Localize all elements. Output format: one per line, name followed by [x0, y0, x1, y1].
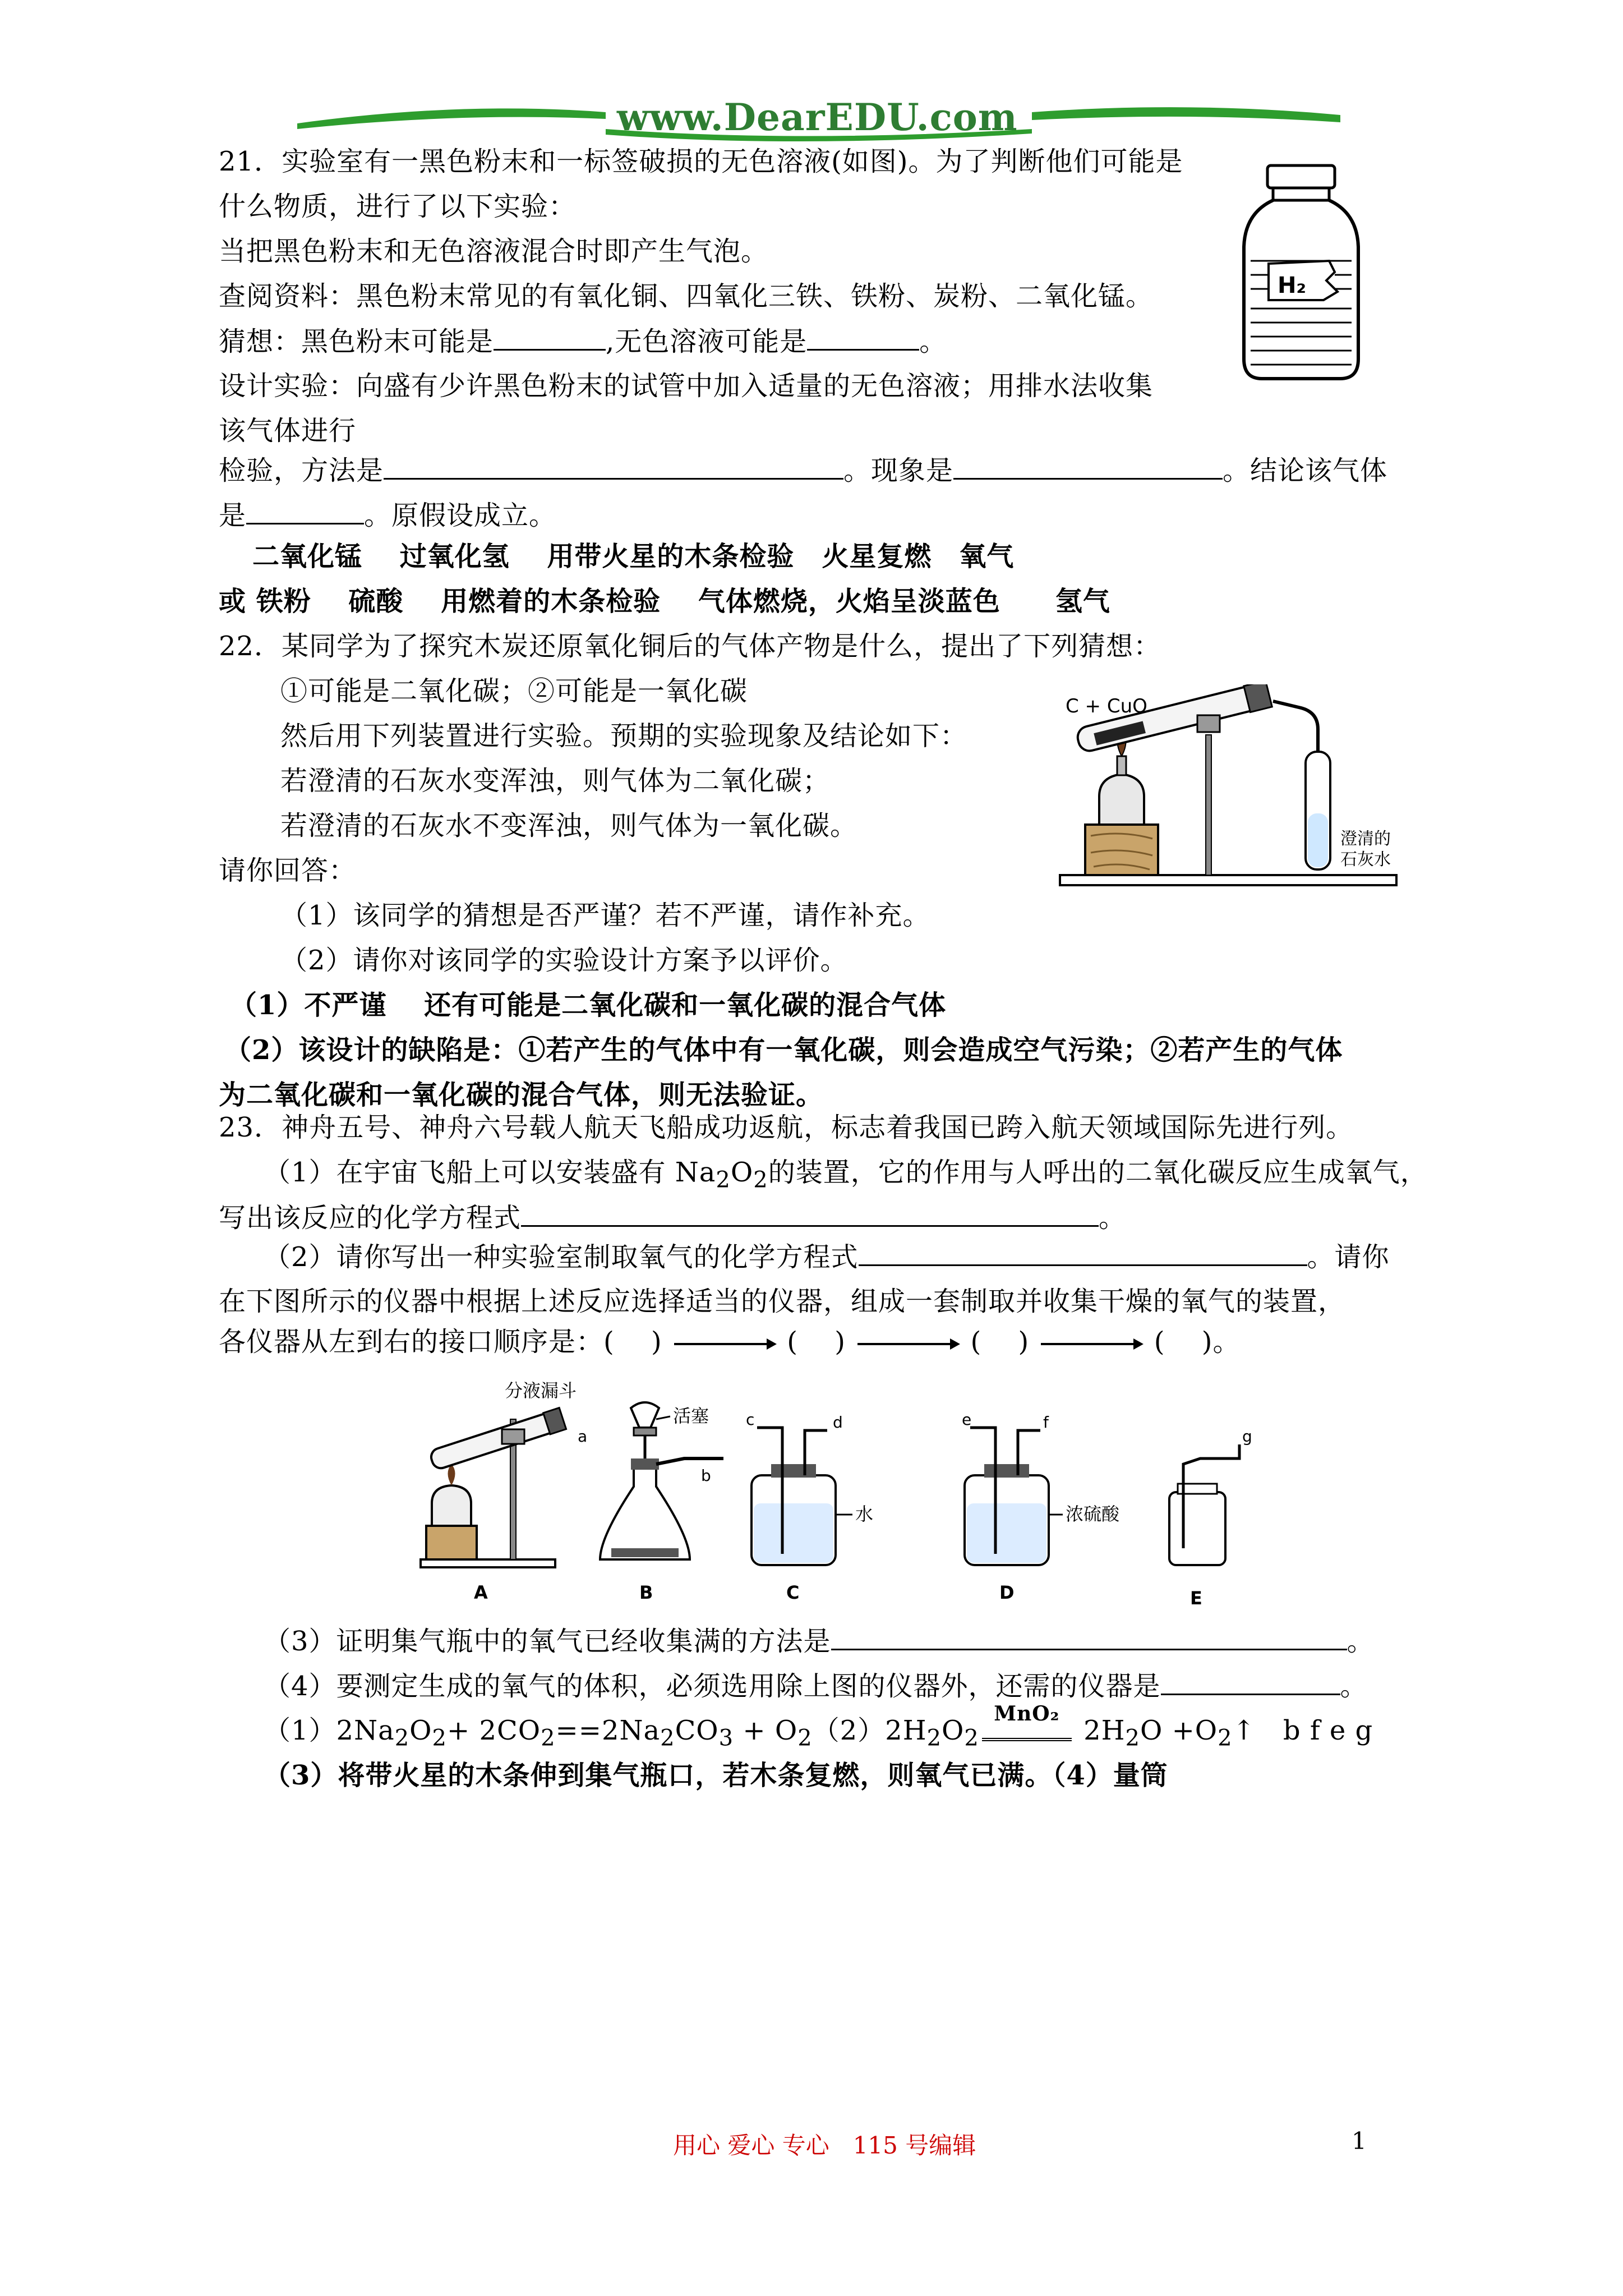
q22-line5: 若澄清的石灰水不变浑浊，则气体为一氧化碳。 — [280, 810, 858, 841]
q23-l2c: 的装置，它的作用与人呼出的二氧化碳反应生成氧气， — [768, 1157, 1428, 1188]
q21-line6: 设计实验：向盛有少许黑色粉末的试管中加入适量的无色溶液；用排水法收集 — [219, 370, 1154, 402]
oxygen-apparatus-figure — [409, 1374, 1284, 1610]
co-cuo-apparatus-figure — [1054, 684, 1419, 892]
sub: 2 — [394, 1725, 410, 1751]
q23-line2 — [264, 1156, 1428, 1197]
blank-solution[interactable] — [807, 324, 919, 351]
q21-line1: 21．实验室有一黑色粉末和一标签破损的无色溶液(如图)。为了判断他们可能是 — [219, 146, 1183, 177]
q21-l9b: 。原假设成立。 — [364, 500, 557, 531]
q22-line2: ①可能是二氧化碳；②可能是一氧化碳 — [280, 675, 748, 707]
blank-method[interactable] — [384, 453, 843, 480]
port-e: e — [962, 1410, 972, 1429]
q23-l3b: 。 — [1099, 1202, 1127, 1234]
q21-l8a: 检验，方法是 — [219, 455, 384, 486]
q21-line9 — [219, 498, 556, 532]
q21-answer1: 二氧化锰 过氧化氢 用带火星的木条检验 火星复燃 氧气 — [252, 541, 1015, 572]
label-c: C — [786, 1582, 800, 1603]
q22-line6: 请你回答： — [219, 855, 357, 886]
q23-l8b: 。 — [1340, 1671, 1368, 1702]
reagent-bottle-figure — [1234, 163, 1368, 387]
sub: 2 — [964, 1725, 979, 1751]
blank-full-method[interactable] — [831, 1624, 1347, 1650]
sub: 2 — [1125, 1725, 1140, 1751]
q23-l2b: O — [730, 1157, 754, 1188]
q23-line6 — [219, 1325, 1240, 1359]
ans-part: O +O — [1140, 1715, 1218, 1746]
port-d: d — [833, 1413, 843, 1432]
fig-label-line1: 澄清的 — [1340, 829, 1391, 849]
ans-part: （1）2Na — [264, 1715, 395, 1746]
sub: 2 — [926, 1725, 942, 1751]
q23-l2a: （1）在宇宙飞船上可以安装盛有 Na — [264, 1157, 716, 1188]
blank-equation1[interactable] — [521, 1200, 1099, 1227]
q23-l6b: ( ) — [787, 1326, 846, 1358]
apparatus-e — [1169, 1427, 1252, 1609]
ans-part: （2）2H — [812, 1715, 927, 1746]
q21-l8b: 。现象是 — [843, 455, 954, 486]
q23-l7b: 。 — [1347, 1626, 1375, 1657]
q23-l8a: （4）要测定生成的氧气的体积，必须选用除上图的仪器外，还需的仪器是 — [264, 1671, 1161, 1702]
q23-l3a: 写出该反应的化学方程式 — [219, 1202, 522, 1234]
port-g: g — [1242, 1427, 1252, 1446]
fig-title: C + CuO — [1066, 695, 1147, 717]
sub: 2 — [1218, 1725, 1233, 1751]
q22-line4: 若澄清的石灰水变浑浊，则气体为二氧化碳； — [280, 765, 831, 797]
q21-line4: 查阅资料：黑色粉末常见的有氧化铜、四氧化三铁、铁粉、炭粉、二氧化锰。 — [219, 280, 1154, 312]
bottle-label: H₂ — [1278, 273, 1306, 298]
q23-l4a: （2）请你写出一种实验室制取氧气的化学方程式 — [264, 1241, 859, 1273]
q23-line7 — [264, 1624, 1375, 1658]
q23-line8 — [264, 1669, 1368, 1703]
q23-l6a: 各仪器从左到右的接口顺序是：( ) — [219, 1326, 662, 1358]
q23-l4b: 。请你 — [1307, 1241, 1390, 1273]
ans-part: + 2CO — [446, 1715, 541, 1746]
q22-line1: 22．某同学为了探究木炭还原氧化铜后的气体产物是什么，提出了下列猜想： — [219, 631, 1161, 662]
arrow-icon — [855, 1336, 961, 1352]
q21-line2: 什么物质，进行了以下实验： — [219, 191, 577, 222]
q22-answer1: （1）不严谨 还有可能是二氧化碳和一氧化碳的混合气体 — [230, 990, 947, 1021]
q23-l6c: ( ) — [970, 1326, 1030, 1358]
sub: 3 — [718, 1725, 734, 1751]
port-c: c — [746, 1410, 755, 1429]
q22-answer2: （2）该设计的缺陷是：①若产生的气体中有一氧化碳，则会造成空气污染；②若产生的气体 — [224, 1034, 1343, 1066]
ans-part: ↑ b f e g — [1232, 1715, 1373, 1746]
label-b: B — [639, 1582, 653, 1603]
ans-part: 2H — [1074, 1715, 1126, 1746]
blank-gas[interactable] — [246, 498, 364, 524]
funnel-label: 分液漏斗 — [505, 1380, 577, 1401]
page-number: 1 — [1352, 2127, 1367, 2155]
q22-answer3: 为二氧化碳和一氧化碳的混合气体，则无法验证。 — [219, 1079, 824, 1111]
q22-line8: （2）请你对该同学的实验设计方案予以评价。 — [280, 945, 848, 976]
q21-line8 — [219, 453, 1387, 487]
apparatus-a — [421, 1408, 587, 1603]
valve-label: 活塞 — [673, 1405, 709, 1427]
blank-instrument[interactable] — [1161, 1669, 1340, 1695]
label-a: A — [474, 1582, 488, 1603]
q21-answer2: 或 铁粉 硫酸 用燃着的木条检验 气体燃烧，火焰呈淡蓝色 氢气 — [219, 586, 1110, 617]
q23-line3 — [219, 1200, 1126, 1235]
ans-part: ==2Na — [555, 1715, 661, 1746]
apparatus-c — [746, 1410, 873, 1603]
port-b: b — [701, 1466, 711, 1485]
site-logo: www.DearEDU.com — [617, 95, 1018, 139]
q23-l6d: ( )。 — [1154, 1326, 1241, 1358]
q21-l5c: 。 — [919, 326, 947, 357]
q23-l7a: （3）证明集气瓶中的氧气已经收集满的方法是 — [264, 1626, 831, 1657]
ans-part: CO — [675, 1715, 719, 1746]
q21-l5a: 猜想：黑色粉末可能是 — [219, 326, 494, 357]
arrow-icon — [1038, 1336, 1145, 1352]
ans-part: O — [942, 1715, 965, 1746]
catalyst-arrow — [979, 1702, 1075, 1747]
q22-line3: 然后用下列装置进行实验。预期的实验现象及结论如下： — [280, 720, 968, 752]
water-label: 水 — [855, 1503, 874, 1525]
fig-label-line2: 石灰水 — [1340, 850, 1391, 869]
port-a: a — [578, 1427, 588, 1446]
sub: 2 — [432, 1725, 447, 1751]
q23-line1: 23．神舟五号、神舟六号载人航天飞船成功返航，标志着我国已跨入航天领域国际先进行列。 — [219, 1112, 1354, 1143]
q21-line7: 该气体进行 — [219, 415, 357, 447]
sub: 2 — [753, 1167, 768, 1193]
catalyst-label: MnO₂ — [994, 1702, 1060, 1726]
sub: 2 — [797, 1725, 813, 1751]
acid-label: 浓硫酸 — [1066, 1503, 1120, 1525]
ans-part: O — [409, 1715, 432, 1746]
q23-answer1 — [264, 1702, 1373, 1755]
port-f: f — [1043, 1413, 1049, 1432]
sub: 2 — [716, 1167, 731, 1193]
q23-answer2: （3）将带火星的木条伸到集气瓶口，若木条复燃，则氧气已满。（4）量筒 — [264, 1760, 1168, 1791]
blank-powder[interactable] — [494, 324, 606, 351]
blank-equation2[interactable] — [859, 1240, 1307, 1266]
sub: 2 — [541, 1725, 556, 1751]
q22-line7: （1）该同学的猜想是否严谨？若不严谨，请作补充。 — [280, 900, 930, 931]
q23-line5: 在下图所示的仪器中根据上述反应选择适当的仪器，组成一套制取并收集干燥的氧气的装置， — [219, 1286, 1346, 1317]
q21-line3: 当把黑色粉末和无色溶液混合时即产生气泡。 — [219, 236, 769, 267]
q23-line4 — [264, 1240, 1390, 1274]
footer-text: 用心 爱心 专心 115 号编辑 — [673, 2132, 976, 2159]
arrow-icon — [671, 1336, 778, 1352]
label-e: E — [1190, 1588, 1202, 1609]
q21-l5b: ,无色溶液可能是 — [606, 326, 808, 357]
sub: 2 — [660, 1725, 675, 1751]
q21-l9a: 是 — [219, 500, 247, 531]
q21-l8c: 。结论该气体 — [1223, 455, 1388, 486]
ans-part: + O — [734, 1715, 798, 1746]
apparatus-d — [962, 1410, 1120, 1603]
blank-phenomenon[interactable] — [953, 453, 1223, 480]
q21-line5 — [219, 324, 947, 358]
label-d: D — [999, 1582, 1015, 1603]
apparatus-b — [505, 1380, 723, 1603]
